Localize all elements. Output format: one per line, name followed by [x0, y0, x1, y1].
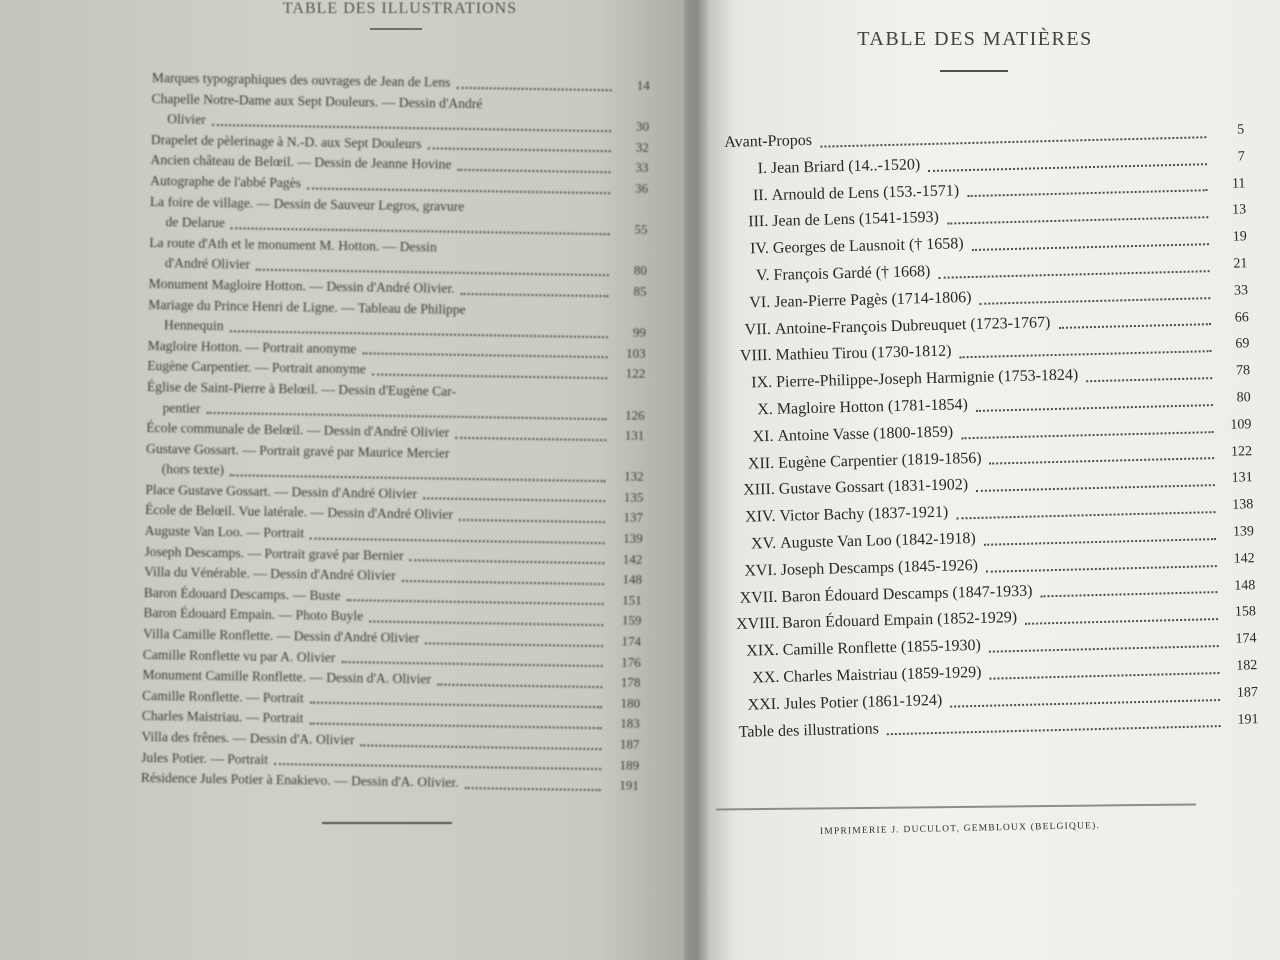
leader-dots: [346, 600, 603, 606]
chapter-title: Baron Édouard Empain (1852-1929): [781, 609, 1018, 633]
chapter-number: XVI.: [744, 561, 777, 580]
chapter-title: Jean Briard (14..-1520): [770, 156, 921, 177]
illustration-label: Camille Ronflette. — Portrait: [142, 687, 304, 706]
chapter-page-number: 142: [1233, 550, 1255, 567]
leader-dots: [309, 723, 601, 730]
chapter-title: Joseph Descamps (1845-1926): [780, 556, 979, 579]
illustration-label: Baron Édouard Empain. — Photo Buyle: [143, 605, 364, 624]
illustration-label: La route d'Ath et le monument M. Hotton. — Dessin: [149, 234, 437, 255]
illustration-label: École de Belœil. Vue latérale. — Dessin d'André Olivier: [144, 502, 454, 523]
illustration-label: Monument Magloire Hotton. — Dessin d'André Olivier.: [148, 275, 455, 296]
chapter-page-number: 131: [1231, 470, 1253, 487]
illustration-page-number: 14: [636, 77, 650, 93]
leader-dots: [360, 744, 601, 750]
chapter-page-number: 148: [1234, 577, 1256, 594]
illustration-page-number: 183: [620, 715, 640, 732]
leader-dots: [1058, 324, 1211, 330]
chapter-title: Antoine-François Dubreuquet (1723-1767): [774, 313, 1051, 338]
leader-dots: [423, 498, 605, 503]
chapter-title: Gustave Gossart (1831-1902): [778, 476, 969, 499]
illustration-label-continuation: (hors texte): [161, 461, 225, 478]
leader-dots: [425, 642, 603, 647]
chapter-number: XIV.: [744, 508, 776, 526]
leader-dots: [310, 537, 605, 544]
leader-dots: [989, 645, 1219, 653]
chapter-title: Jean de Lens (1541-1593): [772, 209, 940, 231]
illustration-page-number: 191: [619, 777, 639, 793]
chapter-page-number: 191: [1237, 711, 1259, 728]
leader-dots: [456, 86, 611, 90]
contents-list: [724, 117, 1259, 746]
leader-dots: [1086, 377, 1212, 382]
chapter-number: III.: [748, 213, 769, 231]
illustration-label: Charles Maistriau. — Portrait: [141, 708, 304, 726]
leader-dots: [961, 431, 1213, 439]
chapter-page-number: 69: [1235, 336, 1250, 352]
leader-dots: [464, 787, 600, 791]
illustration-page-number: 99: [632, 324, 647, 340]
chapter-title: Table des illustrations: [738, 719, 880, 741]
chapter-title: Eugène Carpentier (1819-1856): [777, 449, 982, 472]
contents-heading-rule: [940, 70, 1008, 72]
leader-dots: [972, 243, 1209, 251]
leader-dots: [230, 474, 606, 482]
chapter-number: XVIII.: [735, 615, 780, 634]
leader-dots: [990, 672, 1220, 680]
printer-imprint: IMPRIMERIE J. DUCULOT, GEMBLOUX (BELGIQUE).: [819, 821, 1101, 837]
chapter-page-number: 33: [1233, 283, 1249, 299]
illustration-page-number: 85: [633, 283, 647, 299]
illustration-label-continuation: pentier: [162, 399, 201, 416]
chapter-number: IV.: [749, 240, 770, 258]
illustration-page-number: 159: [621, 612, 642, 629]
leader-dots: [928, 163, 1207, 172]
leader-dots: [986, 565, 1217, 573]
illustration-label: La foire de village. — Dessin de Sauveur Legros, gravure: [149, 193, 465, 214]
leader-dots: [938, 270, 1209, 279]
chapter-title: François Gardé († 1668): [773, 262, 931, 284]
illustration-label: Mariage du Prince Henri de Ligne. — Tableau de Philippe: [148, 296, 466, 317]
leader-dots: [984, 538, 1216, 546]
chapter-page-number: 66: [1234, 309, 1249, 326]
leader-dots: [976, 484, 1215, 492]
illustration-page-number: 178: [620, 674, 641, 690]
illustration-page-number: 189: [619, 757, 640, 773]
illustration-label: Résidence Jules Potier à Enakievo. — Dessin d'A. Olivier.: [140, 770, 459, 791]
chapter-number: XV.: [750, 534, 777, 553]
chapter-title: Jean-Pierre Pagès (1714-1806): [774, 288, 972, 311]
chapter-title: Jules Potier (1861-1924): [783, 691, 943, 713]
illustrations-heading: TABLE DES ILLUSTRATIONS: [282, 0, 518, 17]
illustration-page-number: 126: [624, 406, 645, 423]
leader-dots: [459, 519, 605, 523]
chapter-page-number: 7: [1237, 149, 1245, 165]
illustration-label: Joseph Descamps. — Portrait gravé par Bernier: [144, 543, 404, 563]
leader-dots: [341, 661, 602, 667]
leader-dots: [980, 297, 1211, 305]
chapter-title: Charles Maistriau (1859-1929): [783, 663, 982, 686]
illustration-page-number: 33: [635, 159, 649, 176]
chapter-page-number: 139: [1232, 524, 1255, 540]
chapter-page-number: 19: [1232, 229, 1247, 245]
chapter-number: V.: [755, 266, 770, 285]
chapter-title: Camille Ronflette (1855-1930): [782, 637, 982, 659]
chapter-page-number: 182: [1236, 658, 1258, 674]
chapter-page-number: 21: [1233, 256, 1248, 272]
chapter-page-number: 13: [1231, 202, 1247, 218]
illustration-page-number: 174: [621, 633, 642, 649]
illustrations-end-rule: [322, 822, 452, 824]
chapter-page-number: 138: [1232, 497, 1254, 513]
chapter-number: VII.: [744, 320, 772, 339]
leader-dots: [231, 227, 610, 235]
illustration-label: Marques typographiques des ouvrages de Jean de Lens: [151, 69, 451, 90]
chapter-title: Avant-Propos: [724, 131, 813, 151]
chapter-number: I.: [757, 159, 768, 177]
chapter-title: Magloire Hotton (1781-1854): [776, 396, 969, 418]
illustration-label-continuation: d'André Olivier: [164, 255, 251, 272]
chapter-page-number: 158: [1234, 604, 1257, 621]
chapter-page-number: 174: [1235, 631, 1257, 647]
leader-dots: [887, 725, 1221, 735]
leader-dots: [956, 511, 1215, 519]
illustration-page-number: 180: [620, 695, 641, 711]
leader-dots: [455, 436, 606, 440]
illustration-label: Ancien château de Belœil. — Dessin de Jeanne Hovine: [150, 152, 452, 173]
chapter-title: Arnould de Lens (153.-1571): [771, 181, 960, 204]
leader-dots: [307, 187, 610, 194]
illustration-label: École communale de Belœil. — Dessin d'André Olivier: [146, 420, 450, 440]
leader-dots: [410, 559, 605, 564]
leader-dots: [402, 580, 604, 585]
chapter-title: Baron Édouard Descamps (1847-1933): [781, 582, 1033, 606]
leader-dots: [372, 373, 607, 379]
chapter-number: XXI.: [747, 695, 781, 714]
illustrations-heading-rule: [370, 28, 422, 30]
chapter-title: Auguste Van Loo (1842-1918): [779, 529, 976, 552]
illustration-page-number: 148: [622, 571, 643, 588]
illustration-label: Drapelet de pèlerinage à N.-D. aux Sept Douleurs: [150, 131, 422, 152]
illustration-label: Magloire Hotton. — Portrait anonyme: [147, 337, 357, 356]
illustration-page-number: 139: [623, 530, 643, 546]
illustration-label: Camille Ronflette vu par A. Olivier: [142, 646, 336, 665]
illustration-label: Villa des frênes. — Dessin d'A. Olivier: [141, 728, 355, 748]
illustrations-list: [141, 68, 650, 797]
chapter-number: X.: [757, 400, 774, 419]
illustration-page-number: 137: [623, 509, 644, 526]
illustration-label: Jules Potier. — Portrait: [141, 749, 269, 767]
illustration-page-number: 122: [625, 365, 646, 382]
leader-dots: [310, 702, 602, 709]
leader-dots: [990, 457, 1214, 464]
leader-dots: [274, 763, 601, 770]
leader-dots: [1041, 591, 1218, 597]
illustration-label: Villa du Vénérable. — Dessin d'André Olivier: [143, 564, 396, 584]
illustration-label: Villa Camille Ronflette. — Dessin d'André Olivier: [142, 625, 420, 646]
illustration-page-number: 135: [623, 489, 644, 505]
leader-dots: [947, 216, 1208, 224]
chapter-number: VIII.: [739, 347, 772, 366]
illustration-label-continuation: Hennequin: [163, 317, 224, 334]
chapter-number: II.: [752, 186, 768, 204]
chapter-number: VI.: [749, 293, 771, 312]
leader-dots: [976, 404, 1213, 412]
chapter-number: XII.: [747, 454, 775, 473]
leader-dots: [369, 621, 603, 627]
chapter-page-number: 122: [1230, 443, 1253, 460]
leader-dots: [460, 292, 608, 296]
leader-dots: [256, 269, 609, 277]
chapter-number: XI.: [752, 427, 774, 446]
book-gutter: [684, 0, 708, 960]
chapter-title: Pierre-Philippe-Joseph Harmignie (1753-1824): [775, 366, 1079, 391]
leader-dots: [437, 683, 602, 688]
illustration-label: Autographe de l'abbé Pagès: [150, 172, 302, 191]
illustration-label: Auguste Van Loo. — Portrait: [144, 523, 305, 541]
chapter-title: Victor Bachy (1837-1921): [779, 503, 949, 525]
illustration-page-number: 151: [622, 592, 642, 608]
illustration-page-number: 132: [624, 468, 644, 485]
illustration-page-number: 176: [621, 654, 641, 670]
leader-dots: [967, 190, 1207, 198]
contents-heading: TABLE DES MATIÈRES: [857, 28, 1093, 50]
leader-dots: [362, 353, 607, 359]
illustration-label-continuation: Olivier: [167, 111, 206, 128]
illustration-page-number: 80: [633, 262, 647, 279]
illustration-page-number: 32: [635, 139, 649, 155]
leader-dots: [457, 169, 610, 173]
illustration-page-number: 131: [624, 427, 645, 443]
illustration-label: Église de Saint-Pierre à Belœil. — Dessin d'Eugène Car-: [146, 378, 457, 399]
chapter-page-number: 109: [1230, 416, 1252, 433]
chapter-number: XIII.: [743, 481, 776, 499]
illustration-label: Chapelle Notre-Dame aux Sept Douleurs. — Dessin d'André: [151, 90, 483, 111]
chapter-page-number: 78: [1235, 363, 1251, 379]
chapter-page-number: 11: [1231, 175, 1246, 192]
chapter-title: Antoine Vasse (1800-1859): [777, 423, 954, 445]
illustration-page-number: 30: [636, 118, 650, 135]
illustration-page-number: 103: [625, 345, 646, 361]
leader-dots: [1025, 618, 1218, 625]
illustration-label: Monument Camille Ronflette. — Dessin d'A. Olivier: [142, 667, 432, 687]
chapter-number: XVII.: [739, 588, 778, 607]
illustration-page-number: 36: [635, 180, 649, 196]
illustration-label: Place Gustave Gossart. — Dessin d'André Olivier: [145, 481, 418, 502]
chapter-number: XX.: [752, 668, 780, 687]
leader-dots: [950, 699, 1220, 708]
chapter-number: XIX.: [746, 641, 779, 660]
chapter-title: Georges de Lausnoit († 1658): [772, 235, 964, 258]
chapter-page-number: 5: [1236, 122, 1245, 138]
illustration-label-continuation: de Delarue: [165, 214, 225, 231]
illustration-label: Baron Édouard Descamps. — Buste: [143, 584, 341, 603]
leader-dots: [960, 350, 1212, 358]
chapter-page-number: 187: [1236, 684, 1259, 701]
illustration-page-number: 142: [622, 551, 643, 567]
chapter-title: Mathieu Tirou (1730-1812): [775, 342, 952, 365]
leader-dots: [427, 148, 610, 153]
illustration-page-number: 187: [619, 736, 640, 752]
chapter-number: IX.: [751, 374, 773, 392]
illustration-label: Eugène Carpentier. — Portrait anonyme: [147, 358, 366, 377]
leader-dots: [230, 330, 608, 338]
chapter-page-number: 80: [1236, 390, 1251, 406]
illustration-label: Gustave Gossart. — Portrait gravé par Maurice Mercier: [145, 440, 450, 461]
illustration-page-number: 55: [634, 221, 648, 237]
